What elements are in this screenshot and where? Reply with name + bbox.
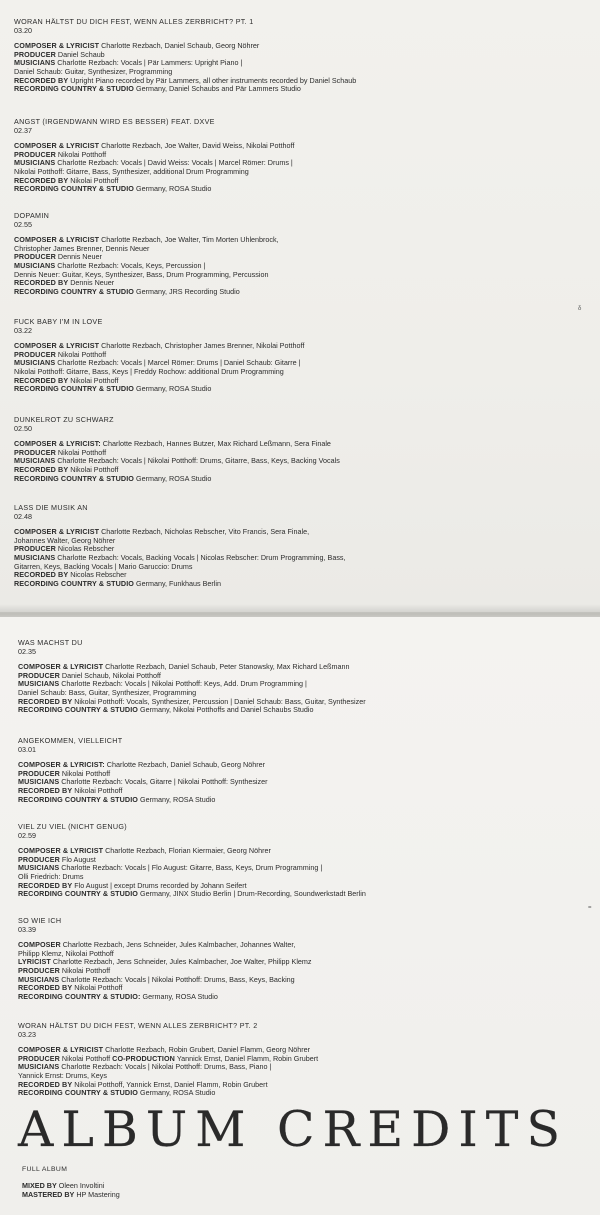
mixed-by-label: MIXED BY (22, 1181, 57, 1190)
credit-role: COMPOSER & LYRICIST (14, 41, 100, 51)
credit-names: Charlotte Rezbach, Joe Walter, Tim Morten Uhlenbrock, (99, 235, 279, 245)
credit-names: Nicolas Rebscher (55, 544, 115, 554)
credit-names: Daniel Schaub, Nikolai Potthoff (59, 670, 161, 680)
track-credit-block (14, 504, 589, 588)
credit-line (14, 475, 589, 484)
mastered-by-label: MASTERED BY (22, 1189, 75, 1199)
credit-names: Christopher James Brenner, Dennis Neuer (14, 243, 150, 253)
credit-line (18, 890, 593, 899)
track-title: VIEL ZU VIEL (NICHT GENUG) (18, 822, 127, 831)
credit-line (14, 580, 589, 589)
track-duration: 02.35 (18, 646, 36, 656)
credit-role: COMPOSER & LYRICIST (18, 846, 104, 856)
credit-role: RECORDING COUNTRY & STUDIO (18, 705, 138, 715)
credit-role: RECORDED BY (14, 278, 69, 288)
credit-role: RECORDED BY (18, 983, 73, 993)
credit-names: Charlotte Rezbach: Vocals | Nikolai Potthoff: Drums, Gitarre, Bass, Keys, Backing Vocals (55, 456, 340, 466)
credit-names: Charlotte Rezbach: Vocals, Gitarre | Nikolai Potthoff: Synthesizer (59, 777, 268, 787)
credit-names: Charlotte Rezbach: Vocals | Nikolai Potthoff: Drums, Bass, Keys, Backing (59, 974, 295, 984)
credit-names: Nikolai Potthoff (59, 965, 111, 975)
credit-role: MUSICIANS (14, 260, 56, 270)
credit-role: COMPOSER & LYRICIST (14, 341, 100, 351)
track-credit-block (18, 823, 593, 899)
credit-role: PRODUCER (14, 49, 56, 59)
credit-names: Charlotte Rezbach, Jens Schneider, Jules Kalmbacher, Joe Walter, Philipp Klemz (50, 957, 312, 967)
full-album-label: FULL ALBUM (22, 1166, 68, 1173)
margin-mark: δ (578, 306, 582, 312)
credit-names: Olli Friedrich: Drums (18, 871, 84, 881)
credit-role: PRODUCER (18, 854, 60, 864)
credit-role: PRODUCER (14, 544, 56, 554)
credit-line (14, 185, 589, 194)
credit-role: COMPOSER & LYRICIST (14, 141, 100, 151)
credit-names: Charlotte Rezbach, Jens Schneider, Jules Kalmbacher, Johannes Walter, (60, 940, 296, 950)
credit-role: CO-PRODUCTION (112, 1053, 175, 1063)
credit-names: Nikolai Potthoff (55, 447, 107, 457)
credit-role: RECORDING COUNTRY & STUDIO (18, 889, 138, 899)
credit-names: Gitarren, Keys, Backing Vocals | Mario Garuccio: Drums (14, 561, 193, 571)
credit-role: RECORDING COUNTRY & STUDIO (14, 473, 134, 483)
track-duration: 03.22 (14, 325, 32, 335)
credit-names: Nikolai Potthoff (59, 768, 111, 778)
credit-line (14, 385, 589, 394)
credit-role: PRODUCER (14, 447, 56, 457)
credit-role: RECORDING COUNTRY & STUDIO (14, 286, 134, 296)
credit-role: MUSICIANS (14, 552, 56, 562)
mixed-by-value: Oleen Involtini (56, 1181, 105, 1190)
credit-role: RECORDED BY (18, 696, 73, 706)
credit-names: Johannes Walter, Georg Nöhrer (14, 535, 116, 545)
credit-names: Flo August | except Drums recorded by Johann Seifert (72, 880, 247, 890)
credit-names: Charlotte Rezbach: Vocals | Pär Lammers: Upright Piano | (55, 58, 243, 68)
album-credits-heading: ALBUM CREDITS (18, 1101, 569, 1158)
track-credit-block (18, 639, 593, 715)
track-duration: 02.37 (14, 125, 32, 135)
credit-role: PRODUCER (14, 252, 56, 262)
credit-names: Charlotte Rezbach, Hannes Butzer, Max Richard Leßmann, Sera Finale (100, 439, 331, 449)
full-album-credits (22, 1182, 120, 1199)
credit-role: PRODUCER (14, 349, 56, 359)
track-duration: 03.20 (14, 25, 32, 35)
credit-names: Germany, JRS Recording Studio (134, 286, 240, 296)
mastered-by-value: HP Mastering (74, 1189, 120, 1199)
credit-names: Yannick Ernst: Drums, Keys (18, 1070, 107, 1080)
credit-role: RECORDING COUNTRY & STUDIO: (18, 991, 141, 1001)
credit-names: Philipp Klemz, Nikolai Potthoff (18, 948, 114, 958)
credit-role: PRODUCER (18, 768, 60, 778)
track-credit-block (14, 18, 589, 94)
credit-names: Dennis Neuer (55, 252, 102, 262)
credit-names: Germany, ROSA Studio (134, 184, 212, 194)
credit-role: RECORDED BY (14, 175, 69, 185)
track-duration: 03.23 (18, 1029, 36, 1039)
credit-role: COMPOSER & LYRICIST (18, 1045, 104, 1055)
credit-names: Charlotte Rezbach: Vocals | Nikolai Potthoff: Keys, Add. Drum Programming | (59, 679, 307, 689)
track-title: SO WIE ICH (18, 916, 62, 925)
track-credit-block (18, 917, 593, 1001)
credit-role: LYRICIST (18, 957, 51, 967)
credit-names: Nikolai Potthoff (72, 983, 123, 993)
credit-names: Charlotte Rezbach: Vocals | David Weiss: Vocals | Marcel Römer: Drums | (55, 158, 293, 168)
credit-names: Charlotte Rezbach, Daniel Schaub, Peter Stanowsky, Max Richard Leßmann (103, 662, 350, 672)
credit-role: PRODUCER (18, 965, 60, 975)
credit-names: Dennis Neuer: Guitar, Keys, Synthesizer, Bass, Drum Programming, Percussion (14, 269, 269, 279)
credit-names: Germany, ROSA Studio (140, 991, 218, 1001)
credit-names: Charlotte Rezbach: Vocals | Nikolai Potthoff: Drums, Bass, Piano | (59, 1062, 272, 1072)
margin-mark: = (588, 905, 592, 911)
credit-names: Nikolai Potthoff (59, 1053, 113, 1063)
credit-role: RECORDED BY (14, 570, 69, 580)
credit-role: RECORDED BY (14, 75, 69, 85)
track-title: WAS MACHST DU (18, 638, 83, 647)
credit-names: Charlotte Rezbach, Robin Grubert, Daniel Flamm, Georg Nöhrer (103, 1045, 311, 1055)
credit-names: Nikolai Potthoff: Vocals, Synthesizer, Percussion | Daniel Schaub: Bass, Guitar, Synthesizer (72, 696, 366, 706)
credit-role: MUSICIANS (18, 1062, 60, 1072)
credit-role: COMPOSER & LYRICIST: (18, 760, 105, 770)
credit-names: Yannick Ernst, Daniel Flamm, Robin Grubert (174, 1053, 319, 1063)
credit-role: RECORDING COUNTRY & STUDIO (18, 1088, 138, 1098)
credit-role: RECORDING COUNTRY & STUDIO (14, 84, 134, 94)
track-title: WORAN HÄLTST DU DICH FEST, WENN ALLES ZERBRICHT? PT. 2 (18, 1021, 258, 1030)
credit-role: MUSICIANS (18, 974, 60, 984)
credit-names: Flo August (59, 854, 96, 864)
credit-role: MUSICIANS (14, 358, 56, 368)
credit-names: Germany, ROSA Studio (138, 1088, 216, 1098)
credit-names: Charlotte Rezbach, Christopher James Brenner, Nikolai Potthoff (99, 341, 305, 351)
credit-role: COMPOSER & LYRICIST (14, 527, 100, 537)
credit-role: MUSICIANS (14, 456, 56, 466)
credit-names: Germany, Nikolai Potthoffs and Daniel Schaubs Studio (138, 705, 314, 715)
credit-names: Charlotte Rezbach: Vocals, Keys, Percussion | (55, 260, 206, 270)
credit-names: Nicolas Rebscher (68, 570, 127, 580)
credit-role: MUSICIANS (18, 863, 60, 873)
track-duration: 03.39 (18, 924, 36, 934)
track-credit-block (18, 1022, 593, 1098)
track-duration: 02.55 (14, 219, 32, 229)
credit-names: Germany, Daniel Schaubs and Pär Lammers Studio (134, 84, 301, 94)
credit-role: MUSICIANS (14, 158, 56, 168)
credit-role: MUSICIANS (18, 777, 60, 787)
credit-names: Dennis Neuer (68, 278, 115, 288)
credit-line (18, 847, 593, 856)
credit-role: RECORDED BY (14, 375, 69, 385)
credit-line (18, 993, 593, 1002)
credit-role: MUSICIANS (14, 58, 56, 68)
credit-names: Nikolai Potthoff (72, 785, 123, 795)
credit-role: RECORDED BY (18, 1079, 73, 1089)
credit-names: Nikolai Potthoff, Yannick Ernst, Daniel Flamm, Robin Grubert (72, 1079, 268, 1089)
credit-names: Upright Piano recorded by Pär Lammers, all other instruments recorded by Daniel Schaub (68, 75, 357, 85)
track-credit-block (14, 416, 589, 483)
credit-role: RECORDING COUNTRY & STUDIO (14, 578, 134, 588)
track-duration: 02.48 (14, 511, 32, 521)
credit-names: Nikolai Potthoff (68, 175, 119, 185)
credit-role: PRODUCER (14, 149, 56, 159)
track-title: WORAN HÄLTST DU DICH FEST, WENN ALLES ZERBRICHT? PT. 1 (14, 17, 254, 26)
credit-line (14, 288, 589, 297)
credit-role: RECORDING COUNTRY & STUDIO (14, 384, 134, 394)
credit-role: COMPOSER & LYRICIST (18, 662, 104, 672)
credit-names: Daniel Schaub: Guitar, Synthesizer, Programming (14, 66, 173, 76)
track-credit-block (14, 118, 589, 194)
credit-names: Charlotte Rezbach: Vocals | Flo August: Gitarre, Bass, Keys, Drum Programming | (59, 863, 323, 873)
credit-names: Germany, ROSA Studio (138, 794, 216, 804)
credit-role: PRODUCER (18, 670, 60, 680)
credit-line (18, 1089, 593, 1098)
credit-names: Charlotte Rezbach, Nicholas Rebscher, Vito Francis, Sera Finale, (99, 527, 310, 537)
credit-line (18, 864, 593, 873)
credit-names: Germany, JINX Studio Berlin | Drum-Recording, Soundwerkstadt Berlin (138, 889, 366, 899)
credit-role: MUSICIANS (18, 679, 60, 689)
credit-names: Charlotte Rezbach, Daniel Schaub, Georg Nöhrer (104, 760, 266, 770)
track-title: FUCK BABY I'M IN LOVE (14, 317, 103, 326)
credit-names: Nikolai Potthoff: Gitarre, Bass, Synthesizer, additional Drum Programming (14, 166, 249, 176)
track-credit-block (14, 318, 589, 394)
credit-names: Germany, ROSA Studio (134, 384, 212, 394)
credit-names: Nikolai Potthoff (55, 149, 107, 159)
credit-role: RECORDED BY (14, 464, 69, 474)
credit-names: Charlotte Rezbach, Daniel Schaub, Georg Nöhrer (99, 41, 260, 51)
credit-names: Nikolai Potthoff (68, 375, 119, 385)
credit-role: COMPOSER & LYRICIST (14, 235, 100, 245)
credit-role: RECORDING COUNTRY & STUDIO (18, 794, 138, 804)
credit-names: Charlotte Rezbach: Vocals, Backing Vocals | Nicolas Rebscher: Drum Programming, Bass, (55, 552, 346, 562)
track-title: ANGEKOMMEN, VIELLEICHT (18, 736, 123, 745)
credit-role: RECORDED BY (18, 785, 73, 795)
track-title: LASS DIE MUSIK AN (14, 503, 88, 512)
credit-names: Germany, ROSA Studio (134, 473, 212, 483)
track-title: ANGST (IRGENDWANN WIRD ES BESSER) FEAT. DXVE (14, 117, 215, 126)
track-duration: 03.01 (18, 744, 36, 754)
credit-role: RECORDED BY (18, 880, 73, 890)
credit-role: COMPOSER (18, 940, 61, 950)
credit-role: RECORDING COUNTRY & STUDIO (14, 184, 134, 194)
track-title: DUNKELROT ZU SCHWARZ (14, 415, 114, 424)
track-duration: 02.59 (18, 830, 36, 840)
credit-names: Nikolai Potthoff (68, 464, 119, 474)
credit-names: Daniel Schaub: Bass, Guitar, Synthesizer, Programming (18, 687, 197, 697)
credit-names: Daniel Schaub (55, 49, 105, 59)
credit-names: Nikolai Potthoff: Gitarre, Bass, Keys | Freddy Rochow: additional Drum Programming (14, 366, 284, 376)
credit-names: Charlotte Rezbach, Joe Walter, David Weiss, Nikolai Potthoff (99, 141, 295, 151)
credit-names: Nikolai Potthoff (55, 349, 107, 359)
track-duration: 02.50 (14, 423, 32, 433)
credit-names: Germany, Funkhaus Berlin (134, 578, 221, 588)
credit-line (18, 706, 593, 715)
credit-role: COMPOSER & LYRICIST: (14, 439, 101, 449)
credit-names: Charlotte Rezbach: Vocals | Marcel Römer: Drums | Daniel Schaub: Gitarre | (55, 358, 301, 368)
track-credit-block (14, 212, 589, 296)
credit-line (18, 796, 593, 805)
credit-names: Charlotte Rezbach, Florian Kiermaier, Georg Nöhrer (103, 846, 271, 856)
track-title: DOPAMIN (14, 211, 50, 220)
track-credit-block (18, 737, 593, 804)
credit-role: PRODUCER (18, 1053, 60, 1063)
credit-line (14, 85, 589, 94)
